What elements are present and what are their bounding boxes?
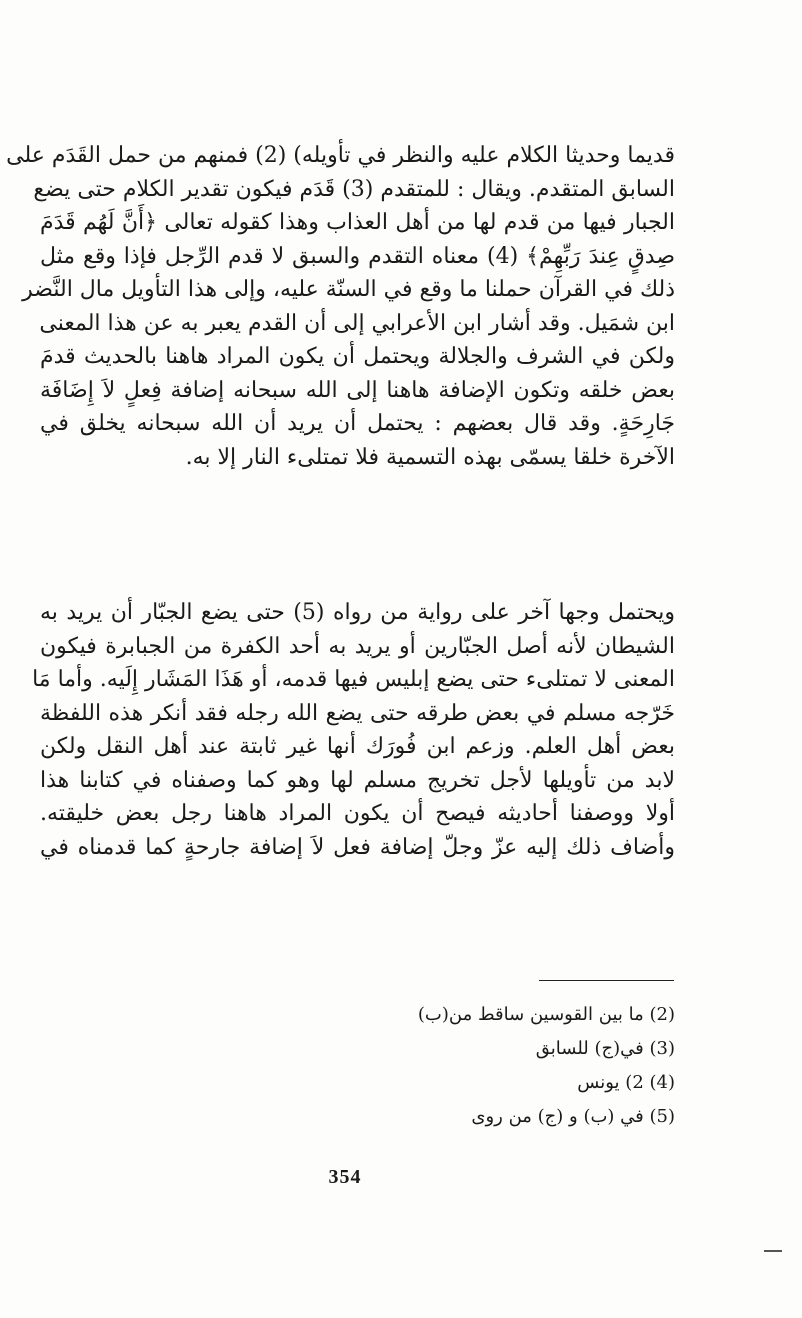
text-line: خَرّجه مسلم في بعض طرقه حتى يضع الله رجله فقد أنكر هذه اللفظة — [40, 700, 675, 726]
footnotes — [400, 998, 675, 1134]
text-line: المعنى لا تمتلىء حتى يضع إبليس فيها قدمه، أو هَذَا المَشَار إِلَيه. وأما مَا — [32, 667, 675, 692]
text-line: الآخرة خلقا يسمّى بهذه التسمية فلا تمتلىء النار إلا به. — [185, 444, 675, 470]
text-line: أولا ووصفنا أحاديثه فيصح أن يكون المراد هاهنا رجل بعض خليقته. — [40, 801, 675, 826]
text-line: ويحتمل وجها آخر على رواية من رواه (5) حتى يضع الجبّار أن يريد به — [40, 600, 675, 625]
text-line: ابن شمَيل. وقد أشار ابن الأعرابي إلى أن القدم يعبر به عن هذا المعنى — [39, 310, 675, 336]
text-line: الشيطان لأنه أصل الجبّارين أو يريد به أحد الكفرة من الجبابرة فيكون — [40, 633, 675, 659]
text-line: بعض خلقه وتكون الإضافة هاهنا إلى الله سبحانه إضافة فِعلٍ لاَ إِضَافَة — [40, 377, 675, 403]
text-line: جَارِحَةٍ. وقد قال بعضهم : يحتمل أن يريد أن الله سبحانه يخلق في — [40, 411, 675, 436]
text-line: قديما وحديثا الكلام عليه والنظر في تأويله) (2) فمنهم من حمل القَدَم على — [6, 143, 675, 168]
text-line: الجبار فيها من قدم لها من أهل العذاب وهذا كقوله تعالى ﴿أَنَّ لَهُم قَدَمَ — [40, 210, 675, 235]
page-number: 354 — [328, 1166, 362, 1188]
text-line: لابد من تأويلها لأجل تخريج مسلم لها وهو كما وصفناه في كتابنا هذا — [40, 767, 675, 793]
scan-mark — [764, 1250, 782, 1252]
text-line: ولكن في الشرف والجلالة ويحتمل أن يكون المراد هاهنا بالحديث قدمَ — [40, 344, 675, 369]
paragraph-2 — [32, 596, 675, 864]
footnote-item: (5) في (ب) و (ج) من روى — [471, 1106, 675, 1127]
text-line: ذلك في القرآن حملنا ما وقع في السنّة عليه، وإلى هذا التأويل مال النَّضر — [22, 277, 675, 302]
footnote-divider — [539, 980, 674, 981]
text-line: وأضاف ذلك إليه عزّ وجلّ إضافة فعل لاَ إضافة جارحةٍ كما قدمناه في — [40, 834, 675, 860]
text-line: صِدقٍ عِندَ رَبِّهِمْ﴾ (4) معناه التقدم والسبق لا قدم الرِّجل فإذا وقع مثل — [40, 243, 675, 269]
text-line: السابق المتقدم. ويقال : للمتقدم (3) قَدَم فيكون تقدير الكلام حتى يضع — [33, 176, 675, 202]
footnote-item: (2) ما بين القوسين ساقط من(ب) — [417, 1004, 675, 1025]
footnote-item: (4) 2) يونس — [577, 1072, 675, 1093]
footnote-item: (3) في(ج) للسابق — [535, 1038, 675, 1059]
text-line: بعض أهل العلم. وزعم ابن فُورَك أنها غير ثابتة عند أهل النقل ولكن — [40, 734, 675, 759]
paragraph-1 — [6, 139, 675, 474]
